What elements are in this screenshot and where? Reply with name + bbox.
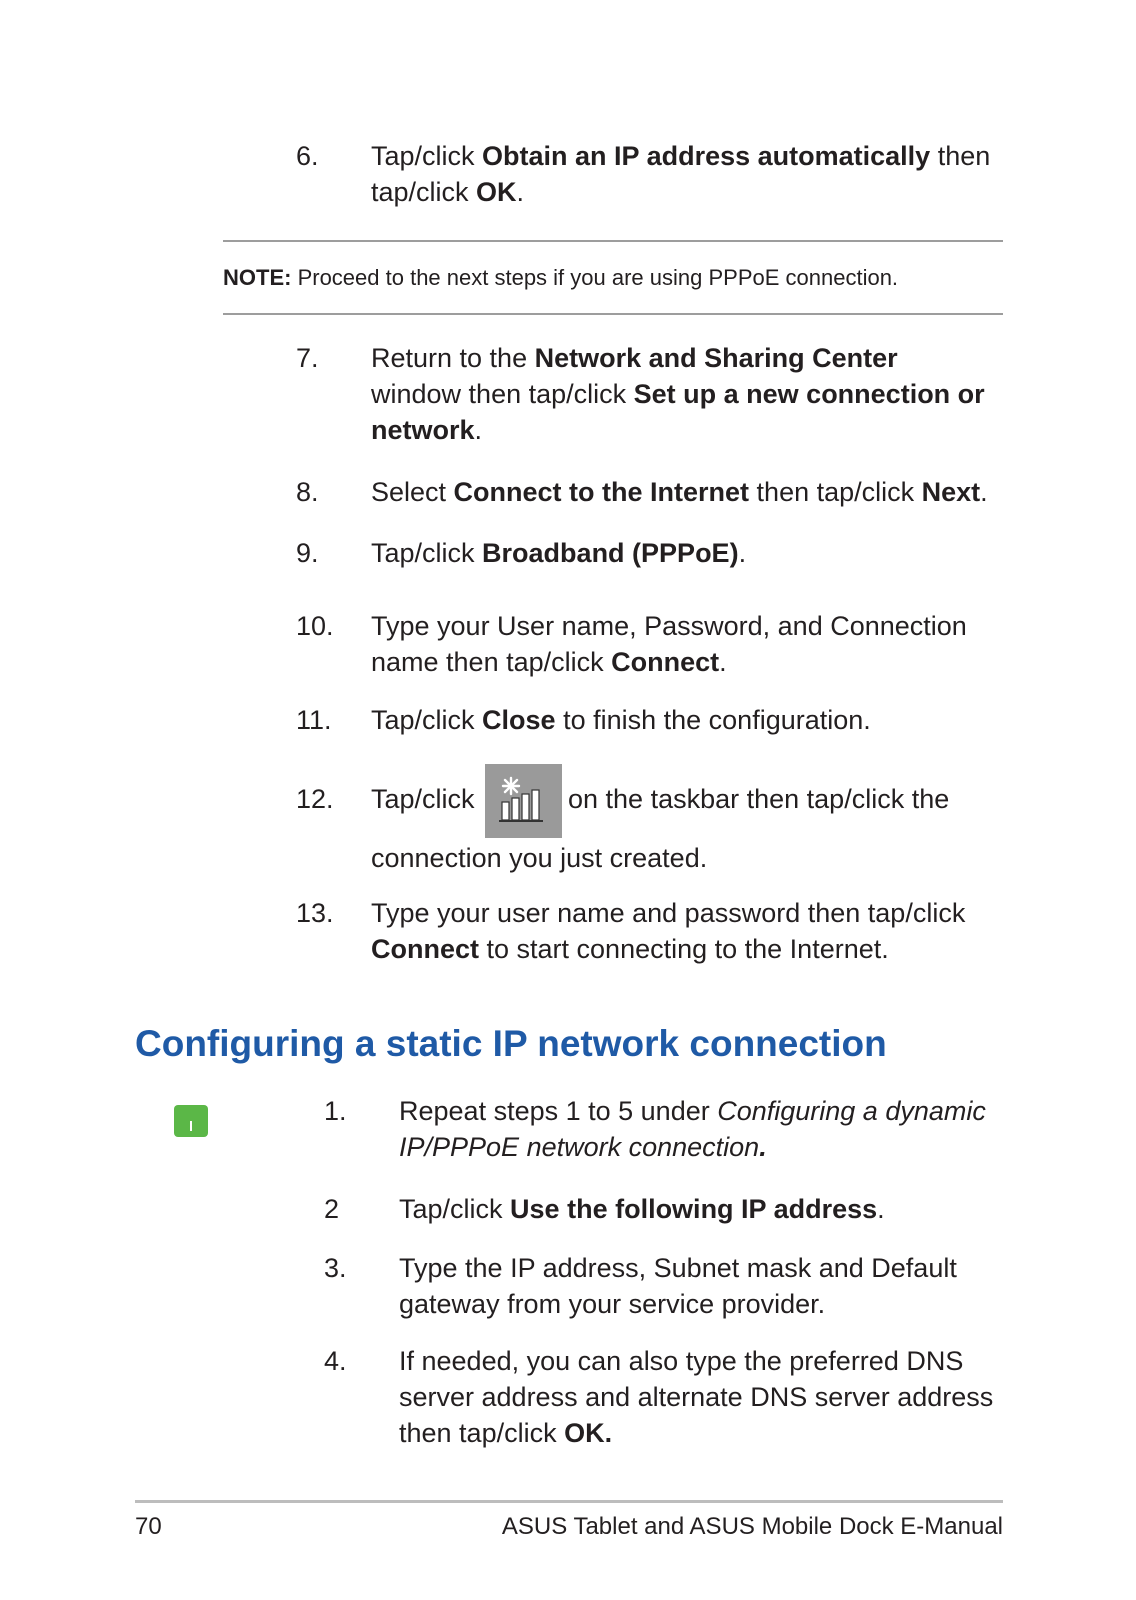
step-number: 6. <box>296 141 319 171</box>
section-heading: Configuring a static IP network connection <box>135 1023 887 1064</box>
step-number: 9. <box>296 538 319 568</box>
wifi-taskbar-icon <box>485 764 562 838</box>
step-text: Select Connect to the Internet then tap/click Next. <box>371 477 988 507</box>
step-text: Tap/click Close to finish the configuration. <box>371 705 871 735</box>
step-number: 4. <box>324 1346 347 1376</box>
green-tablet-mode-icon <box>174 1105 208 1137</box>
step-text: Type the IP address, Subnet mask and Default gateway from your service provider. <box>399 1253 957 1319</box>
step-number: 3. <box>324 1253 347 1283</box>
note-label: NOTE: <box>223 265 292 290</box>
note-text: Proceed to the next steps if you are using PPPoE connection. <box>291 265 899 290</box>
page-number: 70 <box>135 1513 162 1540</box>
step-text: Tap/click Broadband (PPPoE). <box>371 538 747 568</box>
manual-title: ASUS Tablet and ASUS Mobile Dock E-Manual <box>501 1513 1003 1540</box>
note <box>223 263 898 293</box>
step-text: Tap/click Obtain an IP address automatically then tap/click OK. <box>371 141 991 207</box>
step-text: Repeat steps 1 to 5 under Configuring a dynamic IP/PPPoE network connection. <box>399 1096 986 1162</box>
step-number: 1. <box>324 1096 347 1126</box>
step-number: 7. <box>296 343 319 373</box>
step-text: connection you just created. <box>371 843 708 873</box>
step-text: Type your User name, Password, and Connection name then tap/click Connect. <box>371 611 967 677</box>
footer-divider <box>135 1500 1003 1503</box>
note-top-divider <box>223 240 1003 242</box>
step-number: 10. <box>296 611 334 641</box>
step-text-before-icon: Tap/click <box>371 784 475 814</box>
step-number: 12. <box>296 784 334 814</box>
step-number: 11. <box>296 705 332 735</box>
step-number: 8. <box>296 477 319 507</box>
step-text: Tap/click Use the following IP address. <box>399 1194 885 1224</box>
step-number: 13. <box>296 898 334 928</box>
step-text: Return to the Network and Sharing Center window then tap/click Set up a new connection or network. <box>371 343 985 445</box>
step-text: Type your user name and password then tap/click Connect to start connecting to the Internet. <box>371 898 966 964</box>
step-text: If needed, you can also type the preferred DNS server address and alternate DNS server address then tap/click OK. <box>399 1346 994 1448</box>
step-number: 2 <box>324 1194 340 1224</box>
note-bottom-divider <box>223 313 1003 315</box>
step-text-after-icon: on the taskbar then tap/click the <box>568 784 950 814</box>
